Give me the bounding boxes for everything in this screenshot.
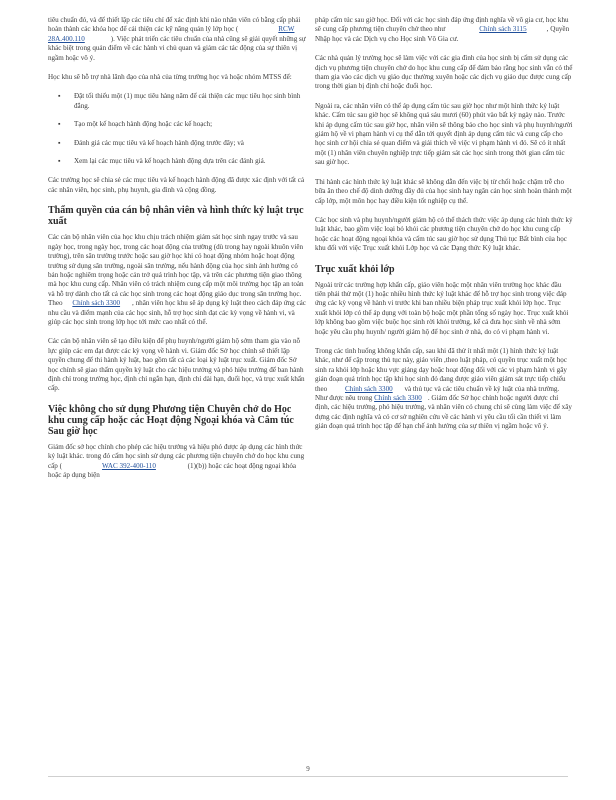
text: tiêu chuẩn đó, và để thiết lập các tiêu chí để xác định khi nào nhân viên có bằng cấp phải hoàn thành các khóa học để cải thiện các kỹ năng quản lý lớp học ( [48, 16, 301, 34]
paragraph: Các học sinh và phụ huynh/người giám hộ có thể thách thức việc áp dụng các hình thức kỷ luật khác, bao gồm việc loại bỏ khỏi các phương tiện chuyên chở do học khu cung cấp hoặc các hoạt động ngoại khóa và cấm túc sau giờ học sử dụng Thủ tục Bất bình của học khu đối với việc Trục xuất khỏi Lớp học và các Dạng thức Kỷ luật khác. [315, 215, 573, 253]
text: ). Việc phát triển các tiêu chuẩn của nhà cũng sẽ giải quyết những sự khác biệt trong quản điểm về các hành vi chủ quan và giảm các tác động của sự thiên vị ngầm hoặc vô ý. [48, 34, 306, 62]
goal-list [48, 92, 306, 166]
bullet-icon: ▪ [58, 157, 61, 166]
left-column [48, 16, 306, 490]
paragraph: Thi hành các hình thức kỷ luật khác sẽ không dẫn đến việc bị từ chối hoặc chậm trễ cho bữa ăn theo chế độ dinh dưỡng đầy đủ của học sinh hay ngăn cản học sinh hoàn thành một cấp lớp, một môn học hay điều kiện tốt nghiệp cụ thể. [315, 177, 572, 205]
paragraph: Ngoài trừ các trường hợp khẩn cấp, giáo viên hoặc một nhân viên trường học khác đầu tiên phải thử một (1) hoặc nhiều hình thức kỷ luật khác để hỗ trợ học sinh trong việc đáp ứng các kỳ vọng về hành vi trước khi ban nhiều biện pháp trục xuất khỏi lớp học. Trục xuất khỏi lớp có thể áp dụng với toàn bộ hoặc một phần tổng số ngày học. Trục xuất khỏi lớp không bao gồm việc buộc học sinh rời khỏi trường, kể cả đưa học sinh về nhà sớm hoặc yêu cầu phụ huynh/ người giám hộ để học sinh ở nhà, do có vi phạm hành vi. [315, 280, 569, 336]
paragraph: Học khu sẽ hỗ trợ nhà lãnh đạo của nhà của từng trường học và hoặc nhóm MTSS để: [48, 73, 292, 82]
bullet-icon: ▪ [58, 120, 61, 129]
bullet-icon: ▪ [58, 138, 61, 147]
policy-3300-link[interactable]: Chính sách 3300 [72, 299, 121, 308]
wac-link[interactable]: WAC 392-400-110 [101, 461, 156, 470]
policy-3300-link[interactable]: Chính sách 3300 [345, 384, 393, 393]
right-column [315, 16, 573, 442]
paragraph: Ngoài ra, các nhân viên có thể áp dụng cấm túc sau giờ học như một hình thức kỷ luật khác. Cấm túc sau giờ học sẽ không quá sáu mươi (60) phút vào bất kỳ ngày nào. Trước khi áp dụng cấm túc sau giờ học, nhân viên sẽ thông báo cho học sinh và phụ huynh/người giám hộ về vi phạm hành vi cụ thể dẫn tới quyết định áp dụng cấm túc và cung cấp cho học sinh cơ hội chia sẻ quan điểm và giải thích về việc vi phạm hành vi đó. Sẽ có ít nhất một (1) nhân viên chuyên nghiệp trực tiếp giám sát các học sinh trong thời gian cấm túc sau giờ học. [315, 101, 573, 167]
list-item: ▪ Tạo một kế hoạch hành động hoặc các kế hoạch; [58, 120, 213, 129]
paragraph: Các trường học sẽ chia sẻ các mục tiêu và kế hoạch hành động đã được xác định với tất cả các nhân viên, học sinh, phụ huynh, gia đình và cộng đồng. [48, 176, 305, 194]
section-heading: Việc không cho sử dụng Phương tiện Chuyên chở do Học khu cung cấp hoặc các Hoạt động Ngoại khóa và Câm túc Sau giờ học [48, 403, 294, 437]
paragraph [48, 16, 306, 63]
paragraph: Trong các tình huống không khẩn cấp, sau khi đã thử ít nhất một (1) hình thức kỷ luật khác, như để cập trong thủ tục này, giáo viên ,theo luật pháp, có quyền trục xuất một học sinh ra khỏi lớp hoặc khu vực giảng dạy hoặc hoạt động đối với các vi phạm hành vi gây gián đoạn quá trình học tập khi học sinh đó đang được giáo viên giám sát trực tiếp chiếu theo Chính sách 3300 và thủ tục và các tiêu chuẩn về kỷ luật của nhà trường. Như được nêu trong Chính sách 3300 . Giám đốc Sở học chính hoặc người được chỉ định, các hiệu trưởng, phó hiệu trưởng, và nhân viên có chung chỉ sẽ cùng làm việc để xây dựng các định nghĩa và có cơ sở nghiên cứu về các hành vi yêu cầu tối cần thiết vi làm gián đoạn quá trình học tập để hạn chế ảnh hưởng của sự thiên vị ngầm hoặc vô ý. [315, 346, 572, 431]
bullet-icon: ▪ [58, 92, 61, 101]
list-item: ▪ Đặt tối thiểu một (1) mục tiêu hàng năm để cải thiện các mục tiêu học sinh bình đẳng. [58, 92, 301, 110]
section-heading: Thẩm quyền của cán bộ nhân viên và hình thức kỷ luật trục xuất [48, 205, 304, 228]
rcw-link[interactable]: RCW 28A.400.110 [48, 25, 295, 43]
paragraph: Các cán bộ nhân viên sẽ tạo điều kiện để phụ huynh/người giám hộ sớm tham gia vào nỗ lực giúp các em đạt được các kỳ vọng về hành vi. Giám đốc Sở học chính sẽ thiết lập quyền chung để thi hành kỷ luật, bao gồm tất cả các loại kỷ luật trục xuất. Giám đốc Sở học chính sẽ giao thẩm quyền kỷ luật cho các hiệu trưởng và phó hiệu trưởng để ban hành định chỉ trong trường học, định chỉ ngắn hạn, định chỉ dài hạn, đuổi học, và trục xuất khẩn cấp. [48, 337, 305, 393]
list-item: ▪ Đánh giá các mục tiêu và kế hoạch hành động trước đây; và [58, 138, 244, 147]
paragraph: Các cán bộ nhân viên của học khu chịu trách nhiệm giám sát học sinh ngay trước và sau ngày học, trong ngày học, trong các hoạt động của trường (dù trong hay ngoài khuôn viên trường), trên sân trường trước hoặc sau giờ học khi có hoạt động nhóm hoặc hoạt động trường sử dụng sân trường, ngoài sân trường, nếu hành động của học sinh ảnh hưởng có bản hoặc nghiêm trọng hoặc cản trở quá trình học tập, và trên các phương tiện giao thông mà học khu cung cấp. Nhân viên có trách nhiệm cung cấp một môi trường học tập an toàn và hỗ trợ dành cho tất cả các học sinh trong các hoạt động giáo dục trong sân trường học. Theo Chính sách 3300 , nhân viên học khu sẽ áp dụng kỷ luật theo cách đáp ứng các nhu cầu và điểm mạnh của các học sinh, hỗ trợ học sinh đạt các kỳ vọng về hành vi, và giúp các học sinh trong lớp học tới mức cao nhất có thể. [48, 233, 306, 326]
policy-3115-link[interactable]: Chính sách 3115 [479, 25, 527, 34]
section-heading: Trục xuất khỏi lớp [315, 263, 395, 275]
list-item: ▪ Xem lại các mục tiêu và kế hoạch hành động dựa trên các đánh giá. [58, 157, 266, 166]
paragraph: Các nhà quản lý trường học sẽ làm việc với các gia đình của học sinh bị cấm sử dụng các dịch vụ phương tiện chuyên chở do học khu cung cấp để đảm bảo rằng học sinh vẫn có thể tham gia vào các dịch vụ giáo dục thường xuyên hoặc các dịch vụ giáo dục được cung cấp trong thời gian bị định chỉ hoặc đuổi học. [315, 54, 573, 91]
footer-divider [48, 776, 568, 777]
page-number: 9 [306, 765, 310, 773]
policy-3300-link[interactable]: Chính sách 3300 [374, 394, 422, 402]
paragraph: pháp cấm túc sau giờ học. Đối với các học sinh đáp ứng định nghĩa về vô gia cư, học khu sẽ cung cấp phương tiện chuyên chở theo như Chính sách 3115 , Quyền Nhập học và các Dịch vụ cho Học sinh Vô Gia cư. [315, 16, 570, 43]
paragraph: Giám đốc sở học chính cho phép các hiệu trưởng và hiệu phó được áp dụng các hình thức kỷ luật khác. trong đó cấm học sinh sử dụng các phương tiện chuyên chở do học khu cung cấp ( WAC 392-400-110 (1)(b)) hoặc các hoạt động ngoại khóa hoặc áp dụng biện [48, 442, 305, 479]
